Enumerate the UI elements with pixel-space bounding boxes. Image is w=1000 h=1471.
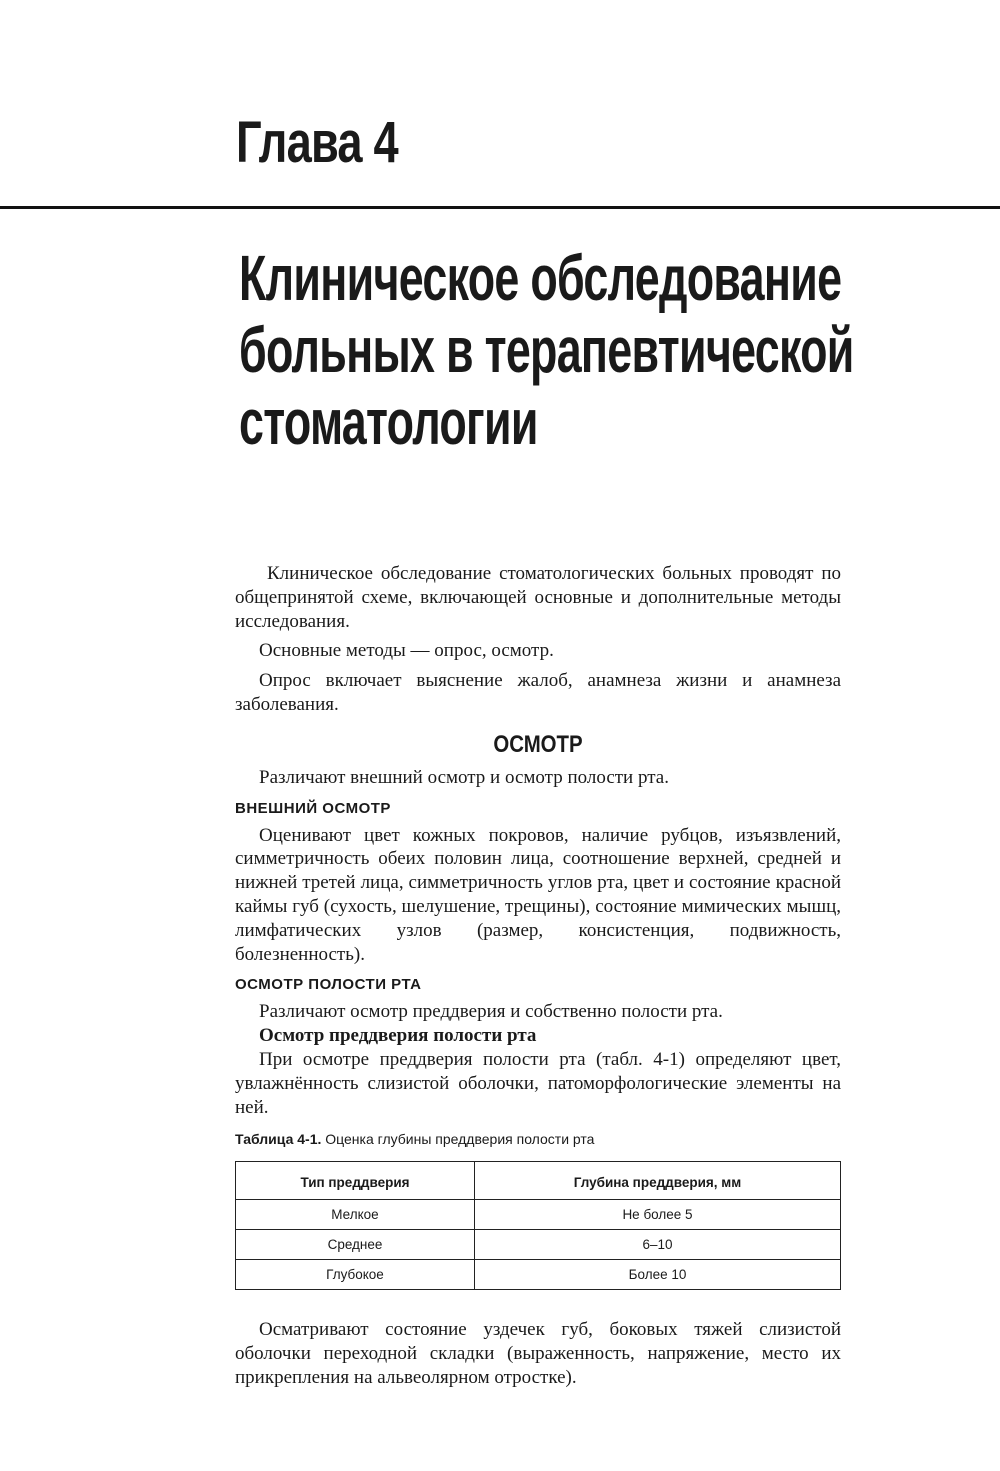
chapter-title bbox=[239, 242, 854, 458]
table-cell: 6–10 bbox=[475, 1230, 841, 1260]
table-header-cell: Глубина преддверия, мм bbox=[475, 1162, 841, 1200]
table-cell: Более 10 bbox=[475, 1260, 841, 1290]
vestibule-exam-heading: Осмотр преддверия полости рта bbox=[259, 1025, 537, 1047]
external-exam-text: Оценивают цвет кожных покровов, наличие рубцов, изъязвлений, симметричность обеих половин лица, соотношение верхней, средней и нижней третей лица, симметричность углов рта, цвет и состояние красной каймы губ (сухость, шелушение, трещины), состояние мимических мышц, лимфатических узлов (размер, консистенция, подвижность, болезненность). bbox=[235, 824, 841, 965]
table-row bbox=[236, 1260, 841, 1290]
table-row bbox=[236, 1230, 841, 1260]
table-caption-text: Оценка глубины преддверия полости рта bbox=[325, 1131, 595, 1148]
vestibule-depth-table bbox=[235, 1161, 841, 1290]
intro-paragraph: Опрос включает выяснение жалоб, анамнеза жизни и анамнеза заболевания. bbox=[235, 670, 841, 715]
table-row bbox=[236, 1200, 841, 1230]
chapter-label: Глава 4 bbox=[236, 110, 398, 175]
table-cell: Среднее bbox=[236, 1230, 475, 1260]
chapter-divider bbox=[0, 206, 1000, 209]
chapter-title-line: больных в терапевтической bbox=[239, 314, 854, 386]
table-caption bbox=[235, 1129, 841, 1149]
oral-exam-heading: ОСМОТР ПОЛОСТИ РТА bbox=[235, 976, 422, 994]
oral-exam-intro: Различают осмотр преддверия и собственно полости рта. bbox=[259, 1001, 723, 1023]
chapter-title-line: Клиническое обследование bbox=[239, 242, 842, 314]
table-cell: Глубокое bbox=[236, 1260, 475, 1290]
external-exam-heading: ВНЕШНИЙ ОСМОТР bbox=[235, 799, 391, 817]
section-title: ОСМОТР bbox=[493, 730, 583, 758]
table-caption-label: Таблица 4-1. bbox=[235, 1131, 322, 1148]
section-intro: Различают внешний осмотр и осмотр полости рта. bbox=[259, 766, 669, 788]
chapter-title-line: стоматологии bbox=[239, 386, 538, 458]
table-cell: Мелкое bbox=[236, 1200, 475, 1230]
vestibule-exam-text: При осмотре преддверия полости рта (табл. 4-1) определяют цвет, увлажнённость слизистой оболочки, патоморфологические элементы на ней. bbox=[235, 1048, 841, 1118]
chapter-body bbox=[235, 562, 841, 1390]
table-header-row bbox=[236, 1162, 841, 1200]
intro-paragraph: Клиническое обследование стоматологических больных проводят по общепринятой схеме, включающей основные и дополнительные методы исследования. bbox=[235, 563, 841, 632]
table-header-cell: Тип преддверия bbox=[236, 1162, 475, 1200]
intro-paragraph: Основные методы — опрос, осмотр. bbox=[259, 640, 554, 662]
closing-paragraph: Осматривают состояние уздечек губ, боковых тяжей слизистой оболочки переходной складки (выраженность, напряжение, место их прикрепления на альвеолярном отростке). bbox=[235, 1319, 841, 1388]
table-cell: Не более 5 bbox=[475, 1200, 841, 1230]
